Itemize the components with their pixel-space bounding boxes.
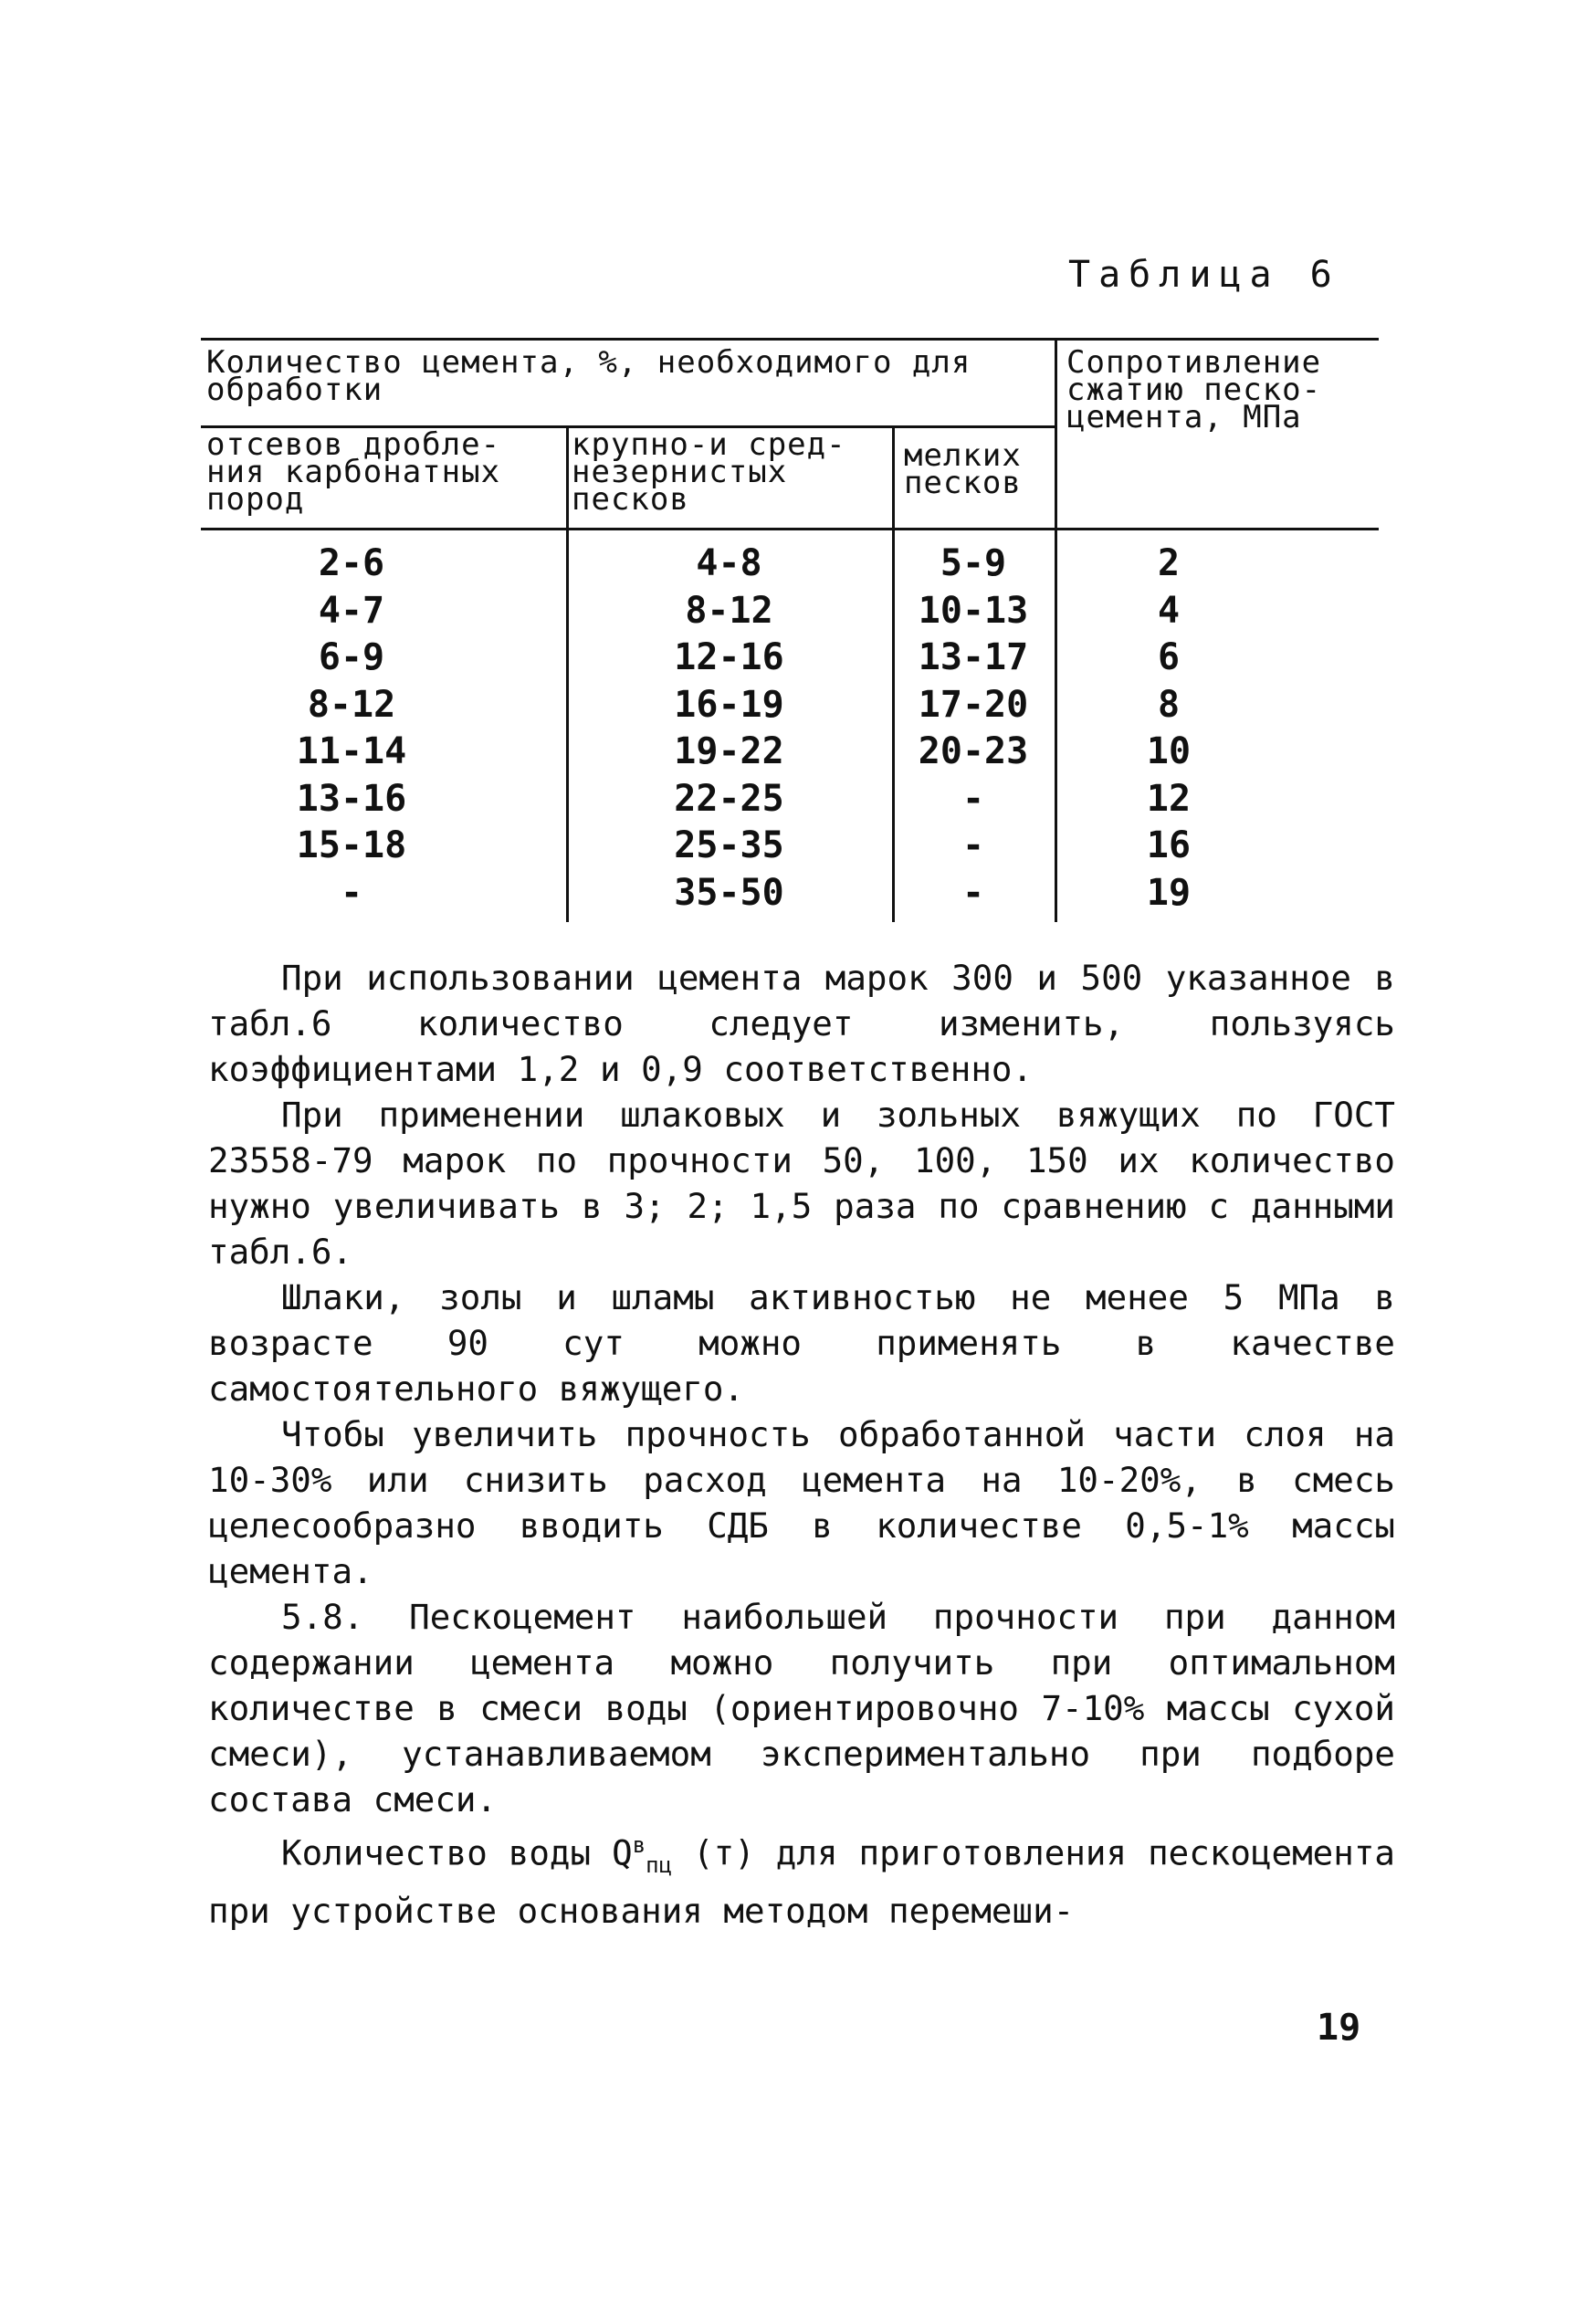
cell: 4 xyxy=(1157,589,1181,632)
cell: 16-19 xyxy=(674,683,784,726)
cell: 19 xyxy=(1146,871,1192,914)
paragraph: Шлаки, золы и шламы активностью не менее 5 МПа в возрасте 90 сут можно применять в качестве самостоятельного вяжущего. xyxy=(208,1277,1395,1409)
cell: 19-22 xyxy=(674,730,784,772)
column-coarse-medium-sands xyxy=(566,540,892,917)
cell: - xyxy=(961,777,985,820)
cell: 12-16 xyxy=(674,636,784,678)
cell: 11-14 xyxy=(296,730,407,772)
subheader-coarse-medium-sands: крупно-и сред- незернистых песков xyxy=(572,426,846,518)
cell: - xyxy=(961,871,985,914)
paragraph: При применении шлаковых и зольных вяжущих по ГОСТ 23558-79 марок по прочности 50, 100, 150 их количество нужно увеличивать в 3; 2; 1,5 раза по сравнению с данными табл.6. xyxy=(208,1095,1395,1272)
paragraph: 5.8. Пескоцемент наибольшей прочности при данном содержании цемента можно получить при оптимальном количестве в смеси воды (ориентировочно 7-10% массы сухой смеси), устанавливаемом экспериментально при подборе состава смеси. xyxy=(208,1597,1395,1820)
cell: - xyxy=(961,824,985,866)
cell: 2 xyxy=(1157,542,1181,584)
cell: 4-7 xyxy=(318,589,385,632)
body-text xyxy=(208,955,1395,1934)
paragraph-water-quantity: Количество воды $Q^в_{пц}$ (т) для приготовления пескоцемента при устройстве основания методом перемеши- xyxy=(208,1832,1395,1931)
subheader-fine-sands: мелких песков xyxy=(904,437,1022,501)
cell: 35-50 xyxy=(674,871,784,914)
column-carbonate-screenings xyxy=(201,540,502,917)
paragraph: При использовании цемента марок 300 и 500 указанное в табл.6 количество следует изменить, пользуясь коэффициентами 1,2 и 0,9 соответственно. xyxy=(208,958,1395,1089)
column-fine-sands xyxy=(892,540,1055,917)
cell: 16 xyxy=(1146,824,1192,866)
table-group-header: Количество цемента, %, необходимого для обработки xyxy=(206,344,971,408)
cell: 5-9 xyxy=(940,542,1007,584)
cell: 13-16 xyxy=(296,777,407,820)
subheader-carbonate-screenings: отсевов дробле- ния карбонатных пород xyxy=(206,426,501,518)
strength-header: Сопротивление сжатию песко- цемента, МПа xyxy=(1066,344,1322,435)
formula-q: Q xyxy=(612,1832,633,1873)
cell: 13-17 xyxy=(918,636,1029,678)
cell: 2-6 xyxy=(318,542,385,584)
cell: 8 xyxy=(1157,683,1181,726)
cell: 8-12 xyxy=(307,683,396,726)
cell: 10 xyxy=(1146,730,1192,772)
cell: 20-23 xyxy=(918,730,1029,772)
cell: 4-8 xyxy=(696,542,762,584)
cement-table xyxy=(201,338,1379,922)
cell: 6 xyxy=(1157,636,1181,678)
table-caption: Таблица 6 xyxy=(1068,254,1340,296)
paragraph: Чтобы увеличить прочность обработанной части слоя на 10-30% или снизить расход цемента на 10-20%, в смесь целесообразно вводить СДБ в количестве 0,5-1% массы цемента. xyxy=(208,1414,1395,1591)
cell: - xyxy=(340,871,363,914)
cell: 22-25 xyxy=(674,777,784,820)
cell: 17-20 xyxy=(918,683,1029,726)
cell: 8-12 xyxy=(685,589,773,632)
cell: 6-9 xyxy=(318,636,385,678)
cell: 25-35 xyxy=(674,824,784,866)
column-strength xyxy=(1055,540,1283,917)
cell: 10-13 xyxy=(918,589,1029,632)
cell: 12 xyxy=(1146,777,1192,820)
cell: 15-18 xyxy=(296,824,407,866)
page-number: 19 xyxy=(1317,2007,1361,2049)
